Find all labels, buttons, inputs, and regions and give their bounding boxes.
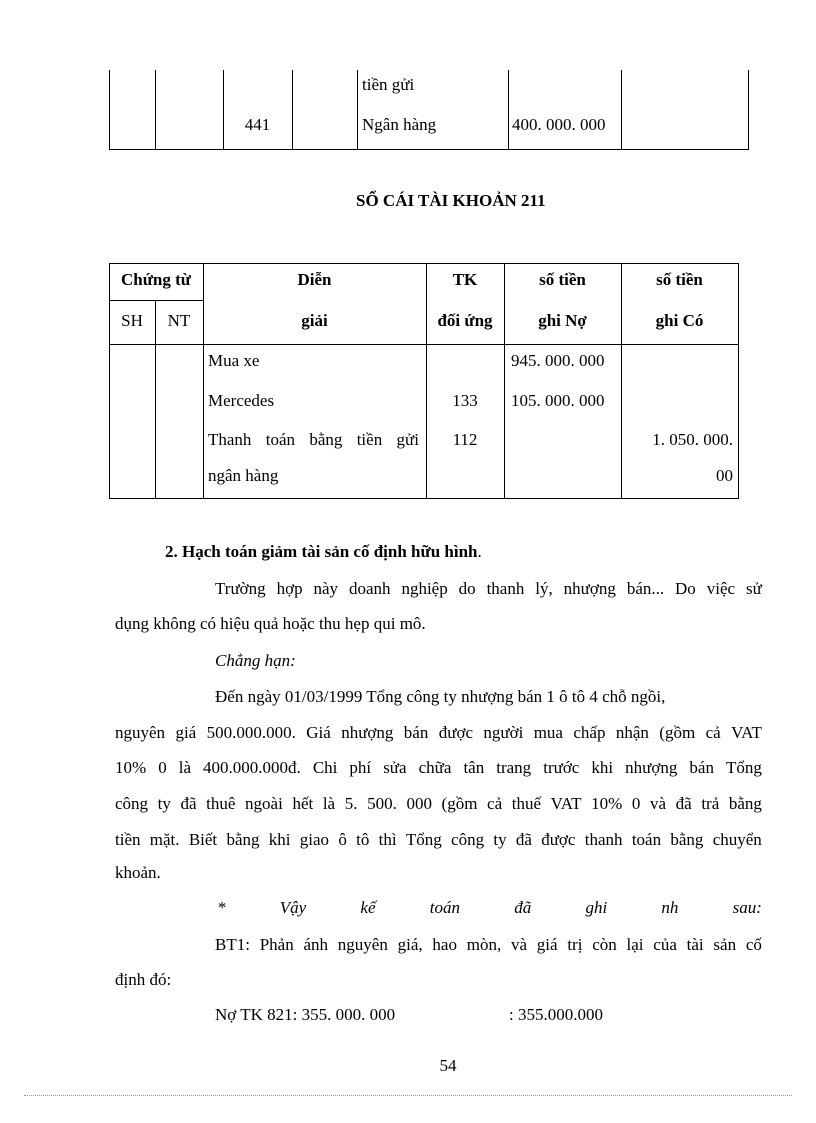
header-sh: SH <box>121 311 143 330</box>
ledger-credit: 00 <box>716 466 733 485</box>
top-table-border <box>508 70 509 150</box>
top-table-border <box>748 70 749 150</box>
ledger-border <box>504 263 505 499</box>
word: tiền <box>115 830 141 849</box>
ledger-border <box>621 263 622 499</box>
table-cell: tiền gửi <box>362 75 415 94</box>
word: giá <box>536 935 558 954</box>
note-line <box>217 898 762 918</box>
word: cả <box>487 794 503 813</box>
word: đã <box>514 898 532 917</box>
word: cố <box>745 935 762 954</box>
word: bán <box>689 758 714 777</box>
table-cell: 441 <box>244 115 271 134</box>
word: là <box>322 794 336 813</box>
word: kế <box>360 898 376 917</box>
word: phí <box>349 758 372 777</box>
word: thì <box>378 830 397 849</box>
word: mặt. <box>149 830 180 849</box>
word: trước <box>543 758 580 777</box>
word: sản <box>713 935 737 954</box>
section-heading <box>165 542 482 562</box>
word: VAT <box>731 723 762 742</box>
paragraph-line: Đến ngày 01/03/1999 Tổng công ty nhượng bán 1 ô tô 4 chỗ ngồi, <box>215 687 666 706</box>
top-table-border <box>357 70 358 150</box>
word: trả <box>701 794 720 813</box>
word: Chi <box>312 758 338 777</box>
word: nghiệp <box>401 579 448 598</box>
ledger-border <box>203 263 204 499</box>
header-nt: NT <box>167 311 191 330</box>
word: đã <box>515 830 532 849</box>
word: 0 <box>631 794 641 813</box>
word: khi <box>591 758 614 777</box>
word: * <box>217 898 226 917</box>
word: nhượng <box>341 723 394 742</box>
word: này <box>313 579 339 598</box>
word: 10% <box>115 758 147 777</box>
word: tô <box>356 830 370 849</box>
word: Do <box>675 579 696 598</box>
word: ghi <box>585 898 608 917</box>
word: thanh <box>486 579 525 598</box>
word: ty <box>493 830 507 849</box>
word: sử <box>745 579 762 598</box>
word: nhận <box>615 723 649 742</box>
ledger-account: 133 <box>452 391 478 410</box>
word: trị <box>567 935 583 954</box>
word: 5. <box>344 794 358 813</box>
word: việc <box>706 579 736 598</box>
word: thuê <box>206 794 236 813</box>
word: (gồm <box>659 723 696 742</box>
word: cả <box>705 723 721 742</box>
word: hết <box>292 794 314 813</box>
paragraph-line <box>115 723 762 743</box>
paragraph-line: khoản. <box>115 863 161 882</box>
word: 10% <box>591 794 623 813</box>
word: chữa <box>418 758 452 777</box>
table-cell: Ngân hàng <box>362 115 437 134</box>
ledger-desc: Mercedes <box>208 391 275 410</box>
word: do <box>458 579 476 598</box>
word: được <box>438 723 473 742</box>
section-heading-text: 2. Hạch toán giảm tài sản cố định hữu hình <box>165 542 478 561</box>
top-table-border <box>223 70 224 150</box>
journal-entry-debit: Nợ TK 821: 355. 000. 000 <box>215 1005 396 1024</box>
word: nh <box>661 898 679 917</box>
ledger-desc: Mua xe <box>208 351 260 370</box>
table-cell: 400. 000. 000 <box>512 115 606 134</box>
word: 500. <box>367 794 397 813</box>
paragraph-line <box>215 579 762 599</box>
word: được <box>541 830 576 849</box>
word: toán <box>265 430 296 449</box>
word: hao <box>432 935 457 954</box>
top-table-border <box>109 70 110 150</box>
header-chung-tu: Chứng từ <box>120 270 191 289</box>
paragraph-line <box>215 935 762 955</box>
word: nhượng <box>625 758 678 777</box>
word: Vậy <box>279 898 307 917</box>
top-table-border <box>292 70 293 150</box>
ledger-border <box>738 263 739 499</box>
word: lý, <box>535 579 553 598</box>
word: trang <box>496 758 532 777</box>
word: giá <box>175 723 197 742</box>
word: Giá <box>306 723 331 742</box>
page-separator <box>24 1095 792 1096</box>
word: khi <box>268 830 291 849</box>
paragraph-line: định đó: <box>115 970 172 989</box>
word: công <box>451 830 485 849</box>
paragraph-line <box>115 758 762 778</box>
word: Tổng <box>405 830 442 849</box>
word: thanh <box>584 830 623 849</box>
word: nhượng <box>563 579 616 598</box>
paragraph-line: dụng không có hiệu quả hoặc thu hẹp qui mô. <box>115 614 426 633</box>
ledger-debit: 105. 000. 000 <box>511 391 605 410</box>
ledger-credit: 1. 050. 000. <box>652 430 733 449</box>
word: nguyên <box>337 935 388 954</box>
word: sau: <box>732 898 762 917</box>
ledger-debit: 945. 000. 000 <box>511 351 605 370</box>
word: của <box>653 935 677 954</box>
word: ngoài <box>245 794 283 813</box>
word: 500.000.000. <box>206 723 296 742</box>
word: Tổng <box>725 758 762 777</box>
word: mòn, <box>466 935 502 954</box>
word: là <box>178 758 192 777</box>
top-table-border <box>621 70 622 150</box>
word: 400.000.000đ. <box>203 758 301 777</box>
word: Thanh <box>208 430 252 449</box>
word: BT1: <box>215 935 250 954</box>
ledger-desc <box>208 430 419 450</box>
word: giá, <box>397 935 423 954</box>
ledger-border <box>426 263 427 499</box>
word: nguyên <box>115 723 166 742</box>
word: bằng <box>670 830 704 849</box>
header-dien-giai-2: giải <box>301 311 328 330</box>
header-co-2: ghi Có <box>655 311 704 330</box>
top-table-border <box>155 70 156 150</box>
word: gửi <box>396 430 419 449</box>
word: Trường <box>215 579 266 598</box>
word: bằng <box>226 830 260 849</box>
word: ô <box>338 830 347 849</box>
word: người <box>483 723 524 742</box>
word: ánh <box>303 935 329 954</box>
word: lại <box>626 935 644 954</box>
header-tk-1: TK <box>452 270 478 289</box>
word: doanh <box>348 579 391 598</box>
section-heading-period: . <box>477 542 482 561</box>
header-no-2: ghi Nợ <box>538 311 587 330</box>
word: chuyển <box>712 830 762 849</box>
ledger-border <box>109 263 110 499</box>
word: bằng <box>728 794 762 813</box>
word: ty <box>157 794 171 813</box>
ledger-desc: ngân hàng <box>208 466 279 485</box>
word: Biết <box>188 830 218 849</box>
word: bán <box>403 723 429 742</box>
word: mua <box>533 723 563 742</box>
word: đã <box>180 794 197 813</box>
word: VAT <box>550 794 582 813</box>
header-dien-giai-1: Diễn <box>297 270 332 289</box>
word: và <box>650 794 667 813</box>
word: còn <box>592 935 617 954</box>
paragraph-line <box>115 794 762 814</box>
header-co-1: số tiền <box>656 270 703 289</box>
word: tiền <box>356 430 383 449</box>
header-tk-2: đối ứng <box>437 311 493 330</box>
word: bán... <box>626 579 665 598</box>
word: chấp <box>573 723 606 742</box>
word: thuế <box>511 794 542 813</box>
paragraph-line <box>115 830 762 850</box>
page-number: 54 <box>439 1056 457 1075</box>
word: Phản <box>259 935 294 954</box>
word: và <box>510 935 528 954</box>
word: tài <box>686 935 704 954</box>
word: toán <box>429 898 460 917</box>
word: công <box>115 794 149 813</box>
word: tân <box>463 758 485 777</box>
word: toán <box>631 830 662 849</box>
word: hợp <box>276 579 303 598</box>
header-no-1: số tiền <box>539 270 586 289</box>
top-table-border <box>109 149 749 150</box>
word: 0 <box>158 758 167 777</box>
example-label: Chẳng hạn: <box>215 651 296 670</box>
ledger-account: 112 <box>452 430 478 449</box>
ledger-border <box>109 300 203 301</box>
word: 000 <box>406 794 432 813</box>
ledger-title: SỔ CÁI TÀI KHOẢN 211 <box>356 191 546 210</box>
journal-entry-amount: : 355.000.000 <box>509 1005 603 1024</box>
word: (gồm <box>441 794 478 813</box>
word: giao <box>299 830 330 849</box>
word: đã <box>675 794 692 813</box>
word: bằng <box>309 430 343 449</box>
word: sửa <box>383 758 407 777</box>
